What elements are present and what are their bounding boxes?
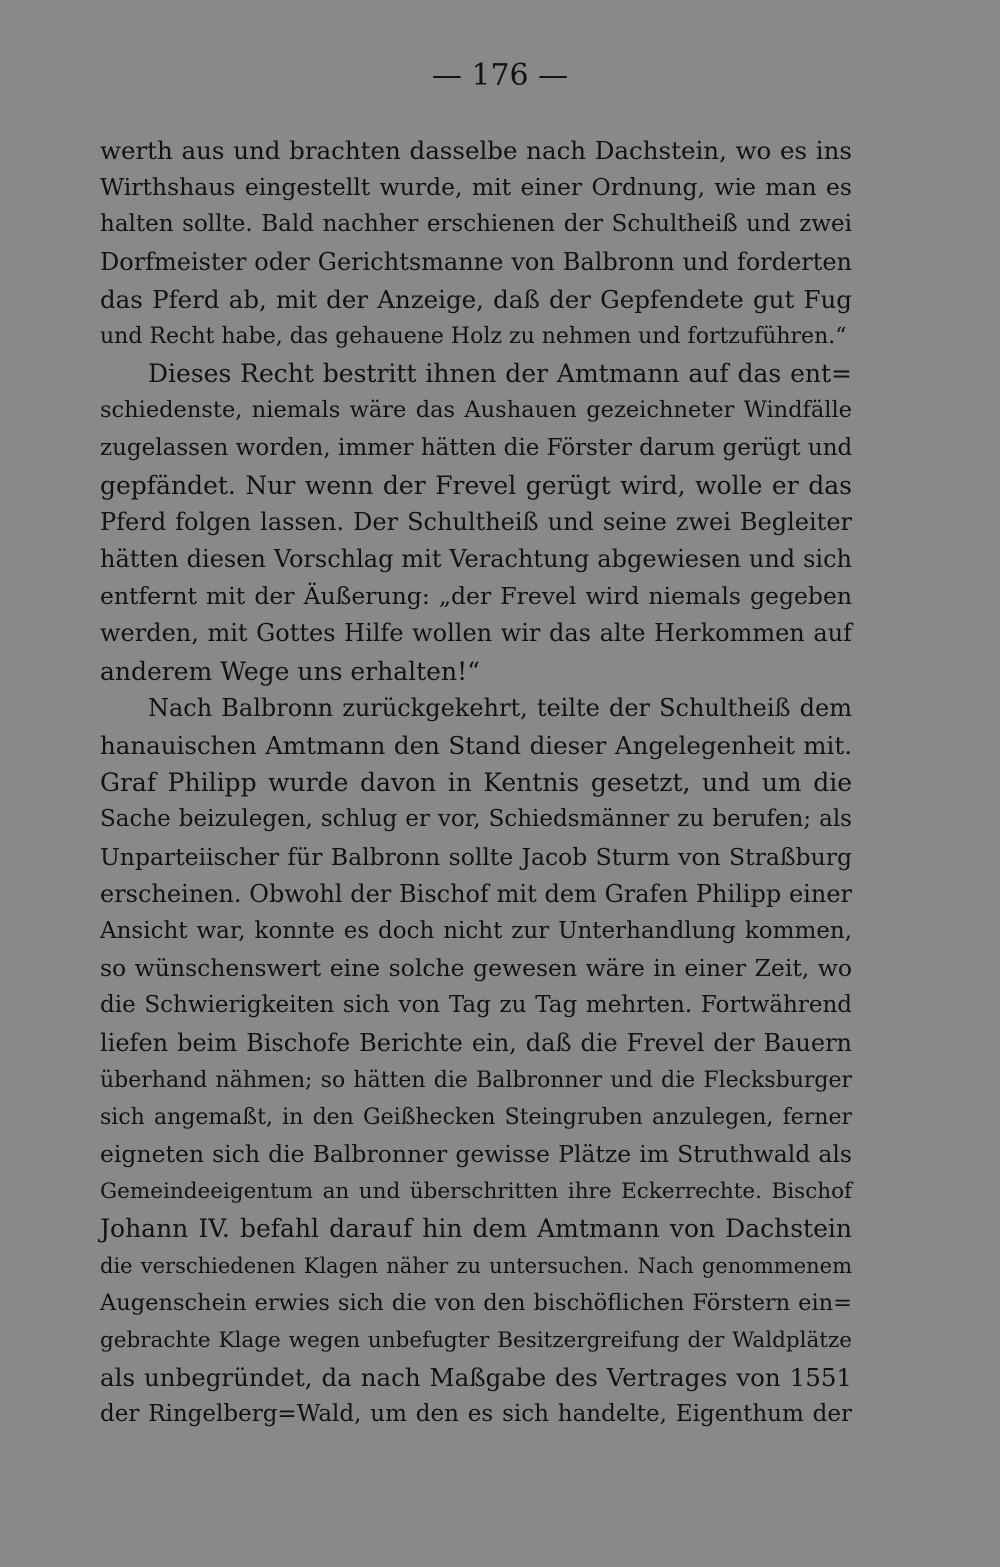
text-line: Pferd folgen lassen. Der Schultheiß und seine zwei Begleiter [100,507,852,536]
text-line: hätten diesen Vorschlag mit Verachtung abgewiesen und sich [100,545,852,574]
text-line: und Recht habe, das gehauene Holz zu nehmen und fortzuführen.“ [100,323,847,349]
text-line: anderem Wege uns erhalten!“ [100,656,480,686]
text-line: hanauischen Amtmann den Stand dieser Angelegenheit mit. [100,731,852,760]
text-line: Dorfmeister oder Gerichtsmanne von Balbronn und forderten [100,247,852,276]
text-line: werth aus und brachten dasselbe nach Dachstein, wo es ins [100,136,852,165]
text-line: Gemeindeeigentum an und überschritten ihre Eckerrechte. Bischof [100,1179,852,1205]
text-line: Sache beizulegen, schlug er vor, Schiedsmänner zu berufen; als [100,806,852,833]
text-line: zugelassen worden, immer hätten die Förster darum gerügt und [100,434,853,461]
text-line: gepfändet. Nur wenn der Frevel gerügt wird, wolle er das [100,470,852,500]
text-line: Dieses Recht bestritt ihnen der Amtmann auf das ent= [148,359,852,389]
text-line: eigneten sich die Balbronner gewisse Plätze im Struthwald als [100,1140,852,1169]
text-line: Wirthshaus eingestellt wurde, mit einer Ordnung, wie man es [100,173,852,202]
text-line: Johann IV. befahl darauf hin dem Amtmann von Dachstein [100,1214,852,1244]
text-line: Ansicht war, konnte es doch nicht zur Unterhandlung kommen, [100,917,852,944]
text-line: überhand nähmen; so hätten die Balbronner und die Flecksburger [100,1067,852,1093]
text-line: liefen beim Bischofe Berichte ein, daß die Frevel der Bauern [100,1028,852,1057]
text-line: gebrachte Klage wegen unbefugter Besitzergreifung der Waldplätze [100,1328,852,1353]
text-line: Unparteiischer für Balbronn sollte Jacob Sturm von Straßburg [100,842,852,871]
body-text [100,132,852,1434]
text-line: Graf Philipp wurde davon in Kentnis gesetzt, und um die [100,768,852,798]
text-line: Augenschein erwies sich die von den bischöflichen Förstern ein= [100,1289,852,1316]
text-line: Nach Balbronn zurückgekehrt, teilte der Schultheiß dem [148,693,852,722]
text-line: entfernt mit der Äußerung: „der Frevel wird niemals gegeben [100,582,852,611]
text-line: halten sollte. Bald nachher erschienen der Schultheiß und zwei [100,211,852,238]
text-line: die verschiedenen Klagen näher zu untersuchen. Nach genommenem [100,1253,852,1278]
text-line: werden, mit Gottes Hilfe wollen wir das alte Herkommen auf [100,619,852,648]
text-line: das Pferd ab, mit der Anzeige, daß der Gepfendete gut Fug [100,284,852,314]
text-line: der Ringelberg=Wald, um den es sich handelte, Eigenthum der [100,1401,852,1428]
text-line: erscheinen. Obwohl der Bischof mit dem Grafen Philipp einer [100,879,852,908]
text-line: so wünschenswert eine solche gewesen wäre in einer Zeit, wo [100,954,852,983]
text-line: die Schwierigkeiten sich von Tag zu Tag mehrten. Fortwährend [100,992,852,1019]
text-line: sich angemaßt, in den Geißhecken Steingruben anzulegen, ferner [100,1104,852,1130]
text-line: schiedenste, niemals wäre das Aushauen gezeichneter Windfälle [100,397,852,424]
page-number: — 176 — [431,58,569,93]
text-line: als unbegründet, da nach Maßgabe des Vertrages von 1551 [100,1363,852,1393]
